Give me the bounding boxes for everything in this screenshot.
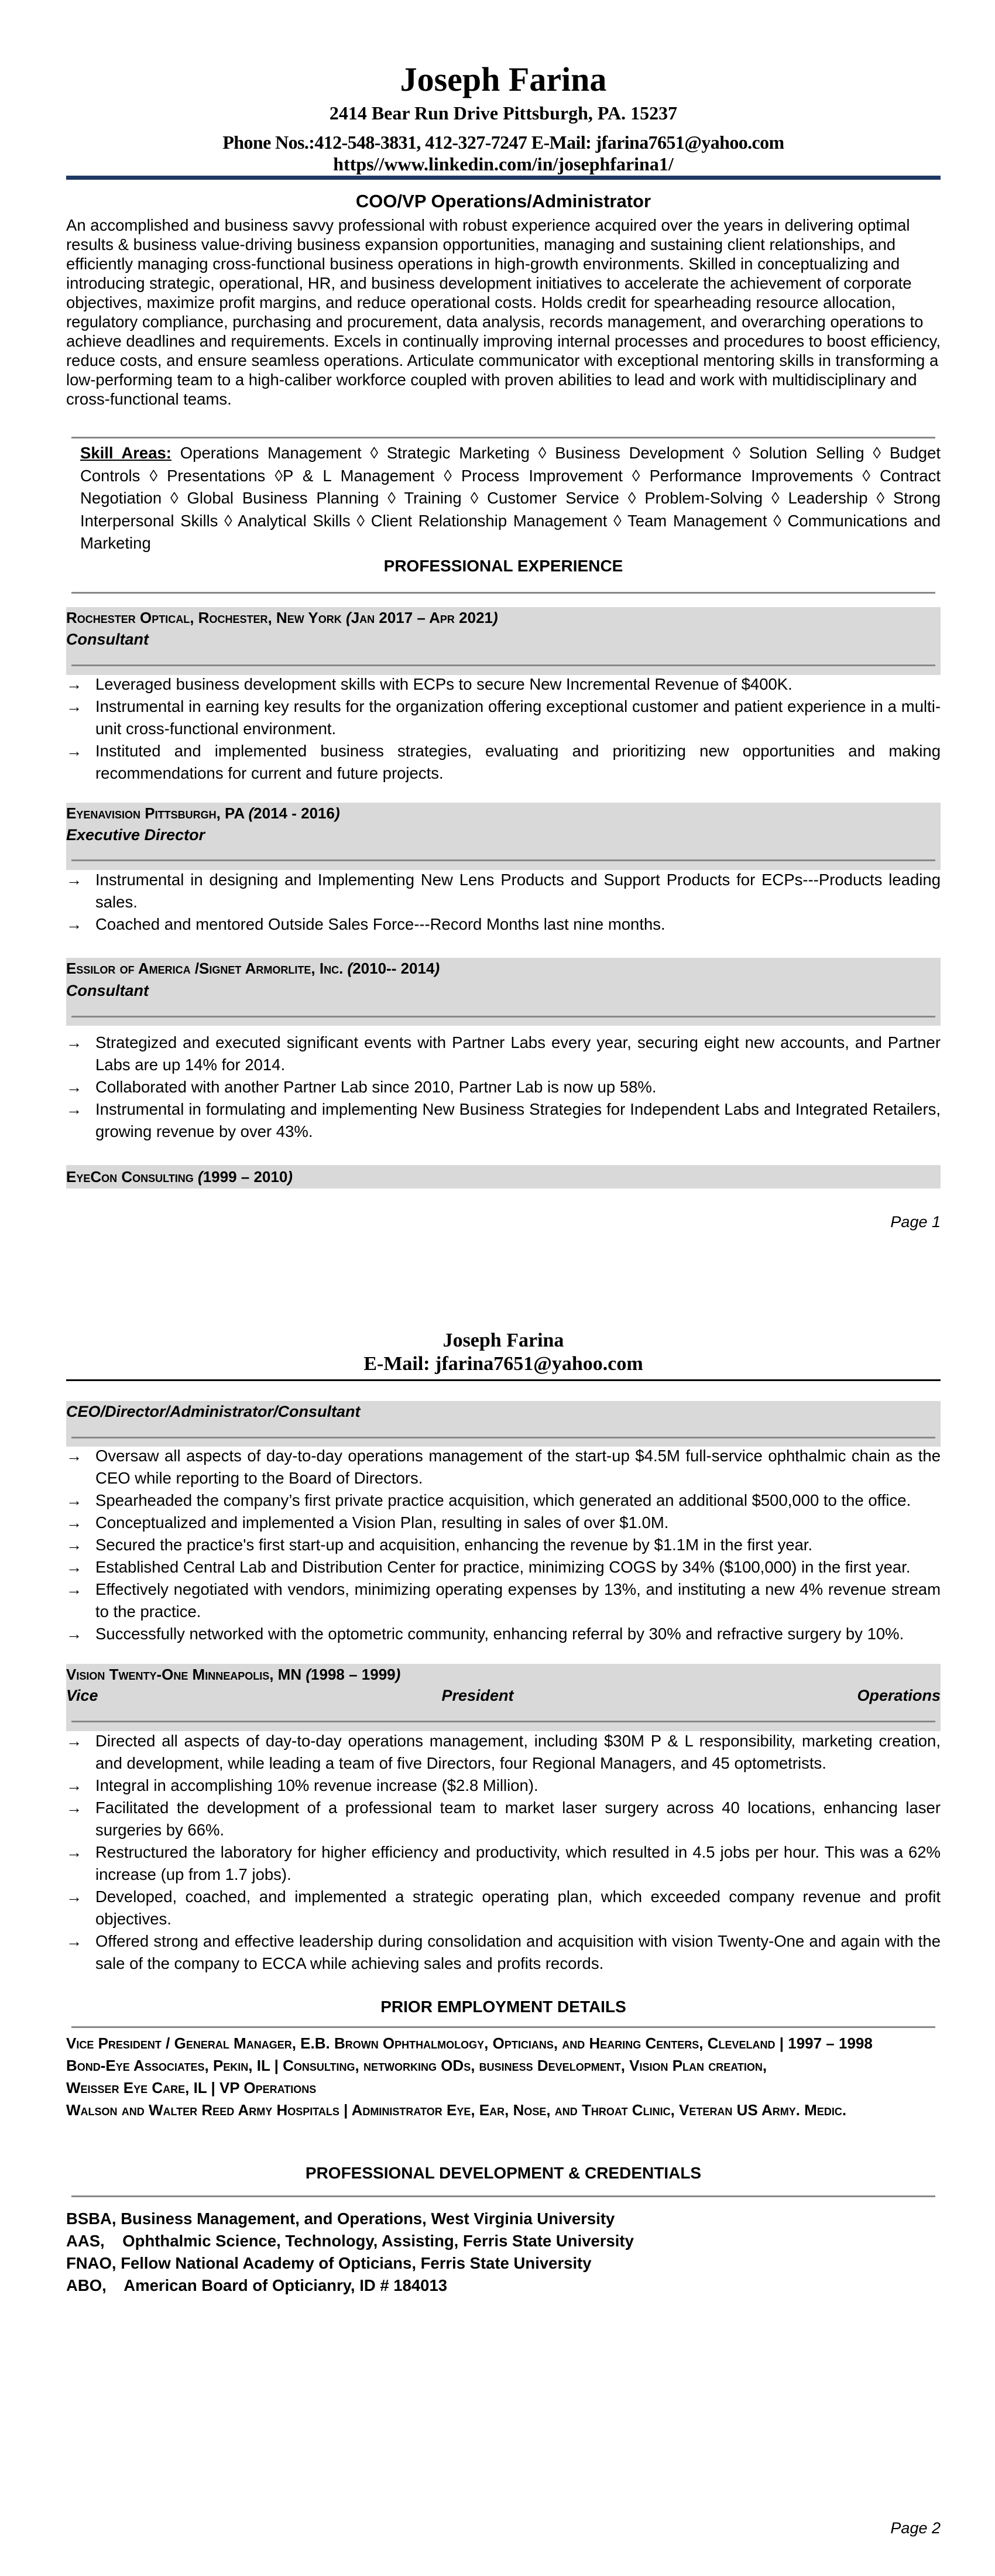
job-header	[66, 607, 941, 675]
list-item: → Instituted and implemented business strategies, evaluating and prioritizing new opportunities and making recommendations for current and future projects.	[66, 740, 941, 785]
arrow-icon: →	[66, 1078, 83, 1096]
linkedin-url[interactable]: https//www.linkedin.com/in/josephfarina1/	[333, 153, 674, 174]
list-item: → Leveraged business development skills with ECPs to secure New Incremental Revenue of $400K.	[66, 673, 941, 696]
arrow-icon: →	[66, 1580, 83, 1598]
job-title: Vice President Operations	[66, 1687, 941, 1704]
page2-email: E-Mail: jfarina7651@yahoo.com	[363, 1353, 643, 1375]
list-item: → Collaborated with another Partner Lab since 2010, Partner Lab is now up 58%.	[66, 1076, 941, 1098]
arrow-icon: →	[66, 1625, 83, 1643]
arrow-icon: →	[66, 1447, 83, 1465]
arrow-icon: →	[66, 742, 83, 760]
section-professional-experience: PROFESSIONAL EXPERIENCE	[383, 557, 623, 575]
arrow-icon: →	[66, 1536, 83, 1554]
arrow-icon: →	[66, 675, 83, 693]
job-title: Consultant	[66, 982, 149, 999]
job-header	[66, 958, 941, 1026]
arrow-icon: →	[66, 1513, 83, 1532]
credentials-list	[66, 2208, 941, 2297]
section-divider	[71, 2026, 935, 2028]
section-divider	[71, 592, 935, 594]
job-title: Executive Director	[66, 826, 205, 844]
job-title: CEO/Director/Administrator/Consultant	[66, 1403, 361, 1420]
arrow-icon: →	[66, 1932, 83, 1950]
job-divider	[71, 1437, 935, 1438]
skills-divider	[71, 437, 935, 439]
list-item: → Instrumental in earning key results for the organization offering exceptional customer and patient experience in a multi-unit cross-functional environment.	[66, 696, 941, 740]
job-company: Eyenavision Pittsburgh, PA (2014 - 2016)	[66, 804, 340, 822]
arrow-icon: →	[66, 1033, 83, 1051]
list-item: → Directed all aspects of day-to-day operations management, including $30M P & L responsibility, marketing creation, and development, while leading a team of five Directors, four Regional Managers, and 45 optometrists.	[66, 1730, 941, 1775]
address: 2414 Bear Run Drive Pittsburgh, PA. 15237	[329, 102, 678, 124]
prior-employment-item: Bond-Eye Associates, Pekin, IL | Consulting, networking ODs, business Development, Vision Plan creation,	[66, 2057, 767, 2074]
job-bullets	[66, 1032, 941, 1143]
list-item: → Offered strong and effective leadership during consolidation and acquisition with vision Twenty-One and again with the sale of the company to ECCA while achieving sales and profits records.	[66, 1930, 941, 1975]
job-header	[66, 1165, 941, 1188]
credential-item: AAS, Ophthalmic Science, Technology, Assisting, Ferris State University	[66, 2232, 634, 2250]
list-item: → Instrumental in designing and Implementing New Lens Products and Support Products for ECPs---Products leading sales.	[66, 869, 941, 913]
skill-areas	[80, 442, 941, 555]
arrow-icon: →	[66, 1843, 83, 1861]
arrow-icon: →	[66, 1732, 83, 1750]
credential-item: ABO, American Board of Opticianry, ID # 184013	[66, 2276, 448, 2294]
list-item: → Secured the practice's first start-up and acquisition, enhancing the revenue by $1.1M in the first year.	[66, 1534, 941, 1556]
arrow-icon: →	[66, 1558, 83, 1576]
list-item: → Integral in accomplishing 10% revenue increase ($2.8 Million).	[66, 1775, 941, 1797]
page2-divider	[66, 1379, 941, 1381]
list-item: → Coached and mentored Outside Sales Force---Record Months last nine months.	[66, 913, 941, 936]
headline: COO/VP Operations/Administrator	[355, 191, 651, 211]
job-bullets	[66, 1730, 941, 1975]
arrow-icon: →	[66, 1776, 83, 1794]
page2-name: Joseph Farina	[442, 1330, 564, 1351]
job-divider	[71, 1016, 935, 1018]
list-item: → Instrumental in formulating and implementing New Business Strategies for Independent Labs and Integrated Retailers, growing revenue by over 43%.	[66, 1098, 941, 1143]
header-divider	[66, 176, 941, 180]
job-header	[66, 1664, 941, 1731]
phone-email: Phone Nos.:412-548-3831, 412-327-7247 E-Mail: jfarina7651@yahoo.com	[222, 132, 784, 153]
list-item: → Developed, coached, and implemented a strategic operating plan, which exceeded company revenue and profit objectives.	[66, 1886, 941, 1930]
list-item: → Conceptualized and implemented a Vision Plan, resulting in sales of over $1.0M.	[66, 1512, 941, 1534]
arrow-icon: →	[66, 697, 83, 715]
credential-item: FNAO, Fellow National Academy of Opticians, Ferris State University	[66, 2254, 592, 2272]
job-company: Rochester Optical, Rochester, New York (Jan 2017 – Apr 2021)	[66, 609, 498, 626]
arrow-icon: →	[66, 1888, 83, 1906]
job-divider	[71, 664, 935, 666]
job-divider	[71, 1721, 935, 1722]
section-credentials: PROFESSIONAL DEVELOPMENT & CREDENTIALS	[305, 2164, 702, 2182]
list-item: → Facilitated the development of a professional team to market laser surgery across 40 locations, enhancing laser surgeries by 66%.	[66, 1797, 941, 1841]
job-header	[66, 803, 941, 870]
section-prior-employment: PRIOR EMPLOYMENT DETAILS	[380, 1998, 626, 2016]
list-item: → Spearheaded the company’s first private practice acquisition, which generated an additional $500,000 to the office.	[66, 1489, 941, 1512]
job-company: Vision Twenty-One Minneapolis, MN (1998 – 1999)	[66, 1666, 401, 1683]
job-divider	[71, 859, 935, 861]
list-item: → Effectively negotiated with vendors, minimizing operating expenses by 13%, and instituting a new 4% revenue stream to the practice.	[66, 1578, 941, 1623]
prior-employment-item: Vice President / General Manager, E.B. Brown Ophthalmology, Opticians, and Hearing Centers, Cleveland | 1997 – 1998	[66, 2034, 873, 2052]
skill-areas-list: Operations Management ◊ Strategic Marketing ◊ Business Development ◊ Solution Selling ◊ Budget Controls ◊ Presentations ◊P & L Management ◊ Process Improvement ◊ Performance Improvements ◊ Contract Negotiation ◊ Global Business Planning ◊ Training ◊ Customer Service ◊ Problem-Solving ◊ Leadership ◊ Strong Interpersonal Skills ◊ Analytical Skills ◊ Client Relationship Management ◊ Team Management ◊ Communications and Marketing	[80, 444, 941, 552]
page-number: Page 2	[890, 2519, 941, 2537]
skill-areas-label: Skill Areas:	[80, 444, 171, 462]
prior-employment-list	[66, 2032, 941, 2121]
arrow-icon: →	[66, 1491, 83, 1509]
list-item: → Restructured the laboratory for higher efficiency and productivity, which resulted in 4.5 jobs per hour. This was a 62% increase (up from 1.7 jobs).	[66, 1841, 941, 1886]
arrow-icon: →	[66, 1100, 83, 1118]
arrow-icon: →	[66, 871, 83, 889]
summary: An accomplished and business savvy professional with robust experience acquired over the years in delivering optimal results & business value-driving business expansion opportunities, managing and sustaining client relationships, and efficiently managing cross-functional business operations in high-growth environments. Skilled in conceptualizing and introducing strategic, operational, HR, and business development initiatives to accelerate the achievement of corporate objectives, maximize profit margins, and reduce operational costs. Holds credit for spearheading resource allocation, regulatory compliance, purchasing and procurement, data analysis, records management, and overarching operations to achieve deadlines and requirements. Excels in continually improving internal processes and procedures to boost efficiency, reduce costs, and ensure seamless operations. Articulate communicator with exceptional mentoring skills in transforming a low-performing team to a high-caliber workforce coupled with proven abilities to lead and work with multidisciplinary and cross-functional teams.	[66, 216, 941, 408]
list-item: → Oversaw all aspects of day-to-day operations management of the start-up $4.5M full-service ophthalmic chain as the CEO while reporting to the Board of Directors.	[66, 1445, 941, 1489]
candidate-name: Joseph Farina	[400, 60, 607, 98]
arrow-icon: →	[66, 915, 83, 933]
job-bullets	[66, 1445, 941, 1645]
job-bullets	[66, 673, 941, 785]
prior-employment-item: Weisser Eye Care, IL | VP Operations	[66, 2079, 317, 2097]
arrow-icon: →	[66, 1799, 83, 1817]
job-company: EyeCon Consulting (1999 – 2010)	[66, 1168, 293, 1186]
job-header	[66, 1401, 941, 1447]
page-number: Page 1	[890, 1213, 941, 1231]
list-item: → Successfully networked with the optometric community, enhancing referral by 30% and refractive surgery by 10%.	[66, 1623, 941, 1645]
section-divider	[71, 2195, 935, 2197]
prior-employment-item: Walson and Walter Reed Army Hospitals | Administrator Eye, Ear, Nose, and Throat Clinic, Veteran US Army. Medic.	[66, 2101, 847, 2119]
job-company: Essilor of America /Signet Armorlite, Inc. (2010-- 2014)	[66, 960, 440, 977]
credential-item: BSBA, Business Management, and Operations, West Virginia University	[66, 2210, 615, 2228]
list-item: → Strategized and executed significant events with Partner Labs every year, securing eight new accounts, and Partner Labs are up 14% for 2014.	[66, 1032, 941, 1076]
job-bullets	[66, 869, 941, 936]
job-title: Consultant	[66, 631, 149, 648]
list-item: → Established Central Lab and Distribution Center for practice, minimizing COGS by 34% ($100,000) in the first year.	[66, 1556, 941, 1578]
